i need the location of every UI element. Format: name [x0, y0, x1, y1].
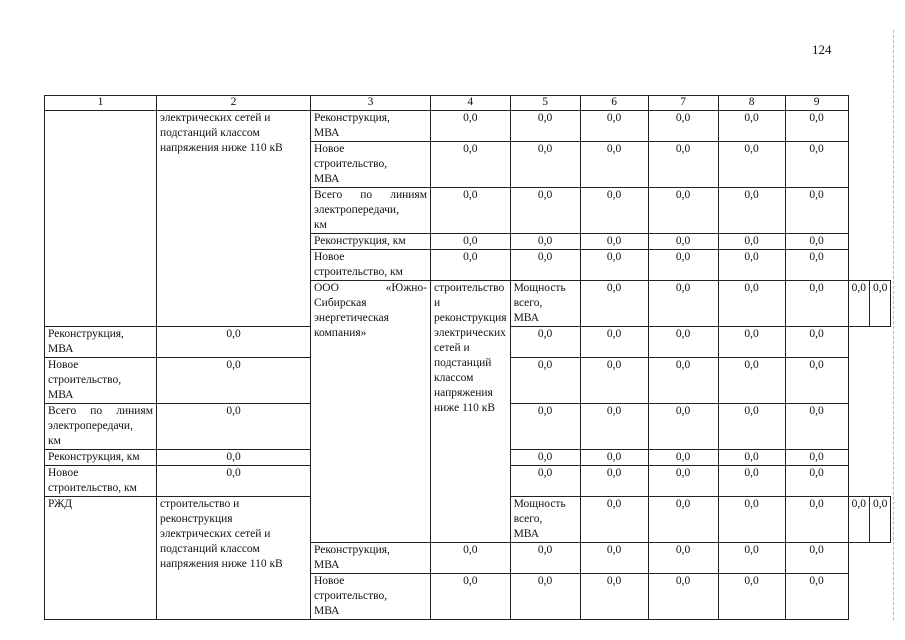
value-cell: 0,0 [580, 574, 648, 620]
value-cell: 0,0 [580, 281, 648, 327]
header-cell: 7 [648, 96, 718, 111]
activity-cell: электрических сетей и подстанций классом напряжения ниже 110 кВ [157, 111, 311, 327]
value-cell: 0,0 [718, 327, 785, 358]
value-cell: 0,0 [510, 358, 580, 404]
value-cell: 0,0 [510, 404, 580, 450]
value-cell: 0,0 [785, 543, 848, 574]
org-cell: ООО «Южно- Сибирская энергетическая компания» [311, 281, 431, 543]
value-cell: 0,0 [510, 111, 580, 142]
value-cell: 0,0 [869, 281, 890, 327]
investment-table [44, 95, 891, 620]
metric-cell: Новое строительство, км [45, 466, 157, 497]
value-cell: 0,0 [648, 543, 718, 574]
value-cell: 0,0 [718, 497, 785, 543]
metric-cell: Мощность всего, МВА [510, 497, 580, 543]
value-cell: 0,0 [785, 234, 848, 250]
value-cell: 0,0 [431, 142, 511, 188]
metric-cell: Реконструкция, МВА [311, 111, 431, 142]
value-cell: 0,0 [785, 142, 848, 188]
value-cell: 0,0 [510, 188, 580, 234]
header-cell: 8 [718, 96, 785, 111]
value-cell: 0,0 [648, 234, 718, 250]
value-cell: 0,0 [157, 327, 311, 358]
header-cell: 5 [510, 96, 580, 111]
value-cell: 0,0 [580, 497, 648, 543]
value-cell: 0,0 [785, 450, 848, 466]
value-cell: 0,0 [648, 450, 718, 466]
value-cell: 0,0 [580, 358, 648, 404]
value-cell: 0,0 [785, 327, 848, 358]
value-cell: 0,0 [510, 327, 580, 358]
value-cell: 0,0 [648, 111, 718, 142]
value-cell: 0,0 [157, 404, 311, 450]
value-cell: 0,0 [648, 188, 718, 234]
value-cell: 0,0 [848, 497, 869, 543]
value-cell: 0,0 [510, 574, 580, 620]
value-cell: 0,0 [785, 281, 848, 327]
value-cell: 0,0 [785, 111, 848, 142]
value-cell: 0,0 [718, 358, 785, 404]
value-cell: 0,0 [510, 450, 580, 466]
activity-cell: строительство и реконструкция электрических сетей и подстанций классом напряжения ниже 110 кВ [431, 281, 511, 543]
value-cell: 0,0 [431, 188, 511, 234]
metric-cell: Реконструкция, МВА [45, 327, 157, 358]
metric-cell: Всего по линиям электропередачи, км [311, 188, 431, 234]
value-cell: 0,0 [580, 250, 648, 281]
value-cell: 0,0 [157, 358, 311, 404]
header-cell: 2 [157, 96, 311, 111]
activity-cell: строительство и реконструкция электрических сетей и подстанций классом напряжения ниже 110 кВ [157, 497, 311, 620]
value-cell: 0,0 [580, 111, 648, 142]
header-cell: 3 [311, 96, 431, 111]
value-cell: 0,0 [157, 466, 311, 497]
value-cell: 0,0 [510, 543, 580, 574]
value-cell: 0,0 [431, 543, 511, 574]
value-cell: 0,0 [648, 404, 718, 450]
value-cell: 0,0 [510, 466, 580, 497]
value-cell: 0,0 [718, 250, 785, 281]
value-cell: 0,0 [431, 111, 511, 142]
value-cell: 0,0 [785, 250, 848, 281]
value-cell: 0,0 [580, 543, 648, 574]
value-cell: 0,0 [580, 142, 648, 188]
value-cell: 0,0 [510, 234, 580, 250]
org-cell: РЖД [45, 497, 157, 620]
value-cell: 0,0 [785, 574, 848, 620]
header-cell: 4 [431, 96, 511, 111]
value-cell: 0,0 [718, 188, 785, 234]
value-cell: 0,0 [718, 281, 785, 327]
value-cell: 0,0 [718, 404, 785, 450]
metric-cell: Реконструкция, МВА [311, 543, 431, 574]
metric-cell: Реконструкция, км [45, 450, 157, 466]
value-cell: 0,0 [785, 188, 848, 234]
value-cell: 0,0 [648, 281, 718, 327]
value-cell: 0,0 [718, 450, 785, 466]
value-cell: 0,0 [431, 250, 511, 281]
value-cell: 0,0 [580, 188, 648, 234]
scan-edge-line [893, 30, 894, 620]
value-cell: 0,0 [580, 234, 648, 250]
value-cell: 0,0 [431, 574, 511, 620]
metric-cell: Новое строительство, МВА [311, 142, 431, 188]
value-cell: 0,0 [580, 450, 648, 466]
value-cell: 0,0 [648, 358, 718, 404]
metric-cell: Всего по линиям электропередачи, км [45, 404, 157, 450]
value-cell: 0,0 [157, 450, 311, 466]
org-cell-blank [45, 111, 157, 327]
value-cell: 0,0 [718, 466, 785, 497]
value-cell: 0,0 [431, 234, 511, 250]
table-row [45, 111, 891, 142]
value-cell: 0,0 [648, 574, 718, 620]
metric-cell: Новое строительство, МВА [311, 574, 431, 620]
value-cell: 0,0 [785, 404, 848, 450]
value-cell: 0,0 [718, 574, 785, 620]
value-cell: 0,0 [648, 142, 718, 188]
header-cell: 1 [45, 96, 157, 111]
value-cell: 0,0 [510, 142, 580, 188]
value-cell: 0,0 [848, 281, 869, 327]
value-cell: 0,0 [648, 466, 718, 497]
header-cell: 9 [785, 96, 848, 111]
metric-cell: Новое строительство, МВА [45, 358, 157, 404]
metric-cell: Реконструкция, км [311, 234, 431, 250]
value-cell: 0,0 [785, 358, 848, 404]
header-cell: 6 [580, 96, 648, 111]
page-number: 124 [812, 42, 832, 57]
value-cell: 0,0 [869, 497, 890, 543]
value-cell: 0,0 [580, 404, 648, 450]
value-cell: 0,0 [718, 111, 785, 142]
value-cell: 0,0 [580, 466, 648, 497]
metric-cell: Мощность всего, МВА [510, 281, 580, 327]
value-cell: 0,0 [648, 327, 718, 358]
value-cell: 0,0 [718, 543, 785, 574]
value-cell: 0,0 [510, 250, 580, 281]
value-cell: 0,0 [648, 250, 718, 281]
value-cell: 0,0 [718, 234, 785, 250]
value-cell: 0,0 [580, 327, 648, 358]
value-cell: 0,0 [785, 497, 848, 543]
metric-cell: Новое строительство, км [311, 250, 431, 281]
value-cell: 0,0 [648, 497, 718, 543]
value-cell: 0,0 [785, 466, 848, 497]
header-row [45, 96, 891, 111]
value-cell: 0,0 [718, 142, 785, 188]
